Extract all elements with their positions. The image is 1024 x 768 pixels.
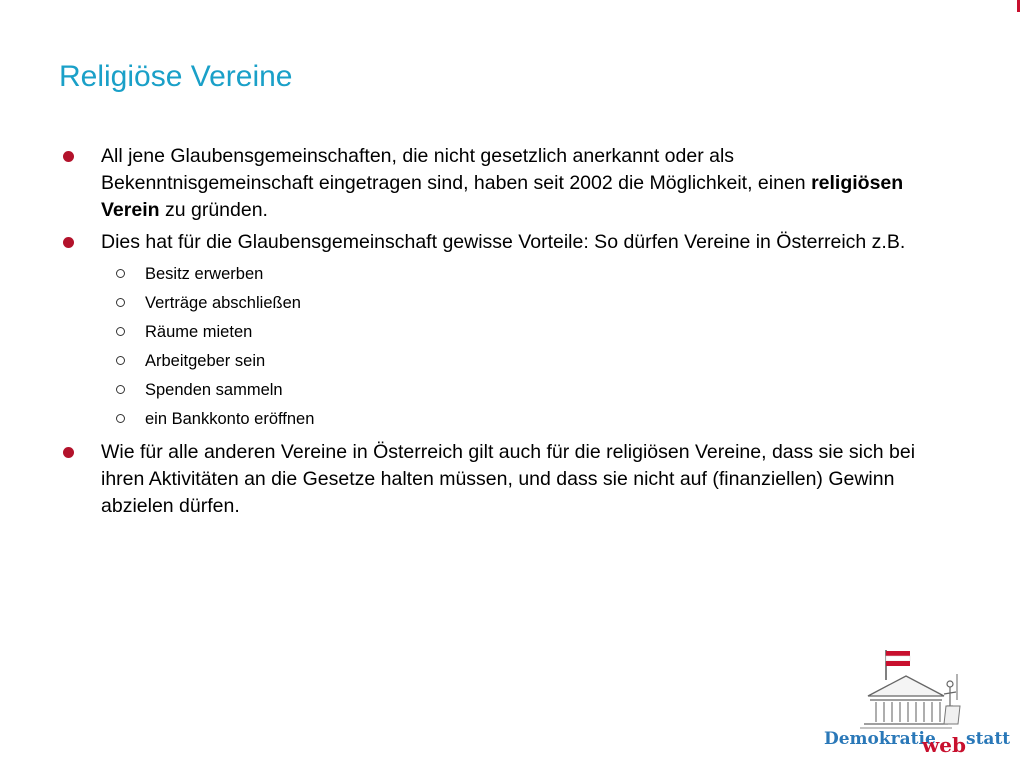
- demokratiewebstatt-logo: [816, 640, 1016, 762]
- sub-list-item: Räume mieten: [101, 318, 948, 347]
- ring-bullet-icon: [116, 298, 125, 307]
- sub-list-item: ein Bankkonto eröffnen: [101, 405, 948, 434]
- bullet-text: All jene Glaubensgemeinschaften, die nicht gesetzlich anerkannt oder als Bekenntnisgemeinschaft eingetragen sind, haben seit 2002 die Möglichkeit, einen religiösen Verein zu gründen.: [101, 145, 904, 221]
- bullet-item: [58, 439, 948, 520]
- sub-list: [101, 260, 948, 434]
- sub-list-item: Spenden sammeln: [101, 376, 948, 405]
- bullet-item: [58, 143, 948, 224]
- sub-list-item: Besitz erwerben: [101, 260, 948, 289]
- ring-bullet-icon: [116, 356, 125, 365]
- sub-list-item: Arbeitgeber sein: [101, 347, 948, 376]
- logo-text-left: Demokratie: [824, 729, 936, 749]
- bullet-dot-icon: [63, 151, 74, 162]
- parliament-with-flag-icon: [860, 650, 960, 728]
- logo-text-web: web: [922, 733, 966, 757]
- ring-bullet-icon: [116, 414, 125, 423]
- bold-term: religiösen Verein: [101, 172, 904, 221]
- bullet-dot-icon: [63, 237, 74, 248]
- ring-bullet-icon: [116, 385, 125, 394]
- logo-text-right: statt: [966, 729, 1011, 749]
- slide-title: Religiöse Vereine: [59, 60, 293, 93]
- bullet-item: [58, 229, 948, 434]
- bullet-dot-icon: [63, 447, 74, 458]
- bullet-text: Wie für alle anderen Vereine in Österreich gilt auch für die religiösen Vereine, dass sie sich bei ihren Aktivitäten an die Gesetze halten müssen, und dass sie nicht auf (finanziellen) Gewinn abzielen dürfen.: [101, 441, 916, 517]
- corner-accent-mark: [1017, 0, 1020, 12]
- bullet-text: Dies hat für die Glaubensgemeinschaft gewisse Vorteile: So dürfen Vereine in Österreich z.B.: [101, 231, 906, 253]
- bullet-list: [58, 143, 948, 520]
- ring-bullet-icon: [116, 327, 125, 336]
- sub-list-item: Verträge abschließen: [101, 289, 948, 318]
- ring-bullet-icon: [116, 269, 125, 278]
